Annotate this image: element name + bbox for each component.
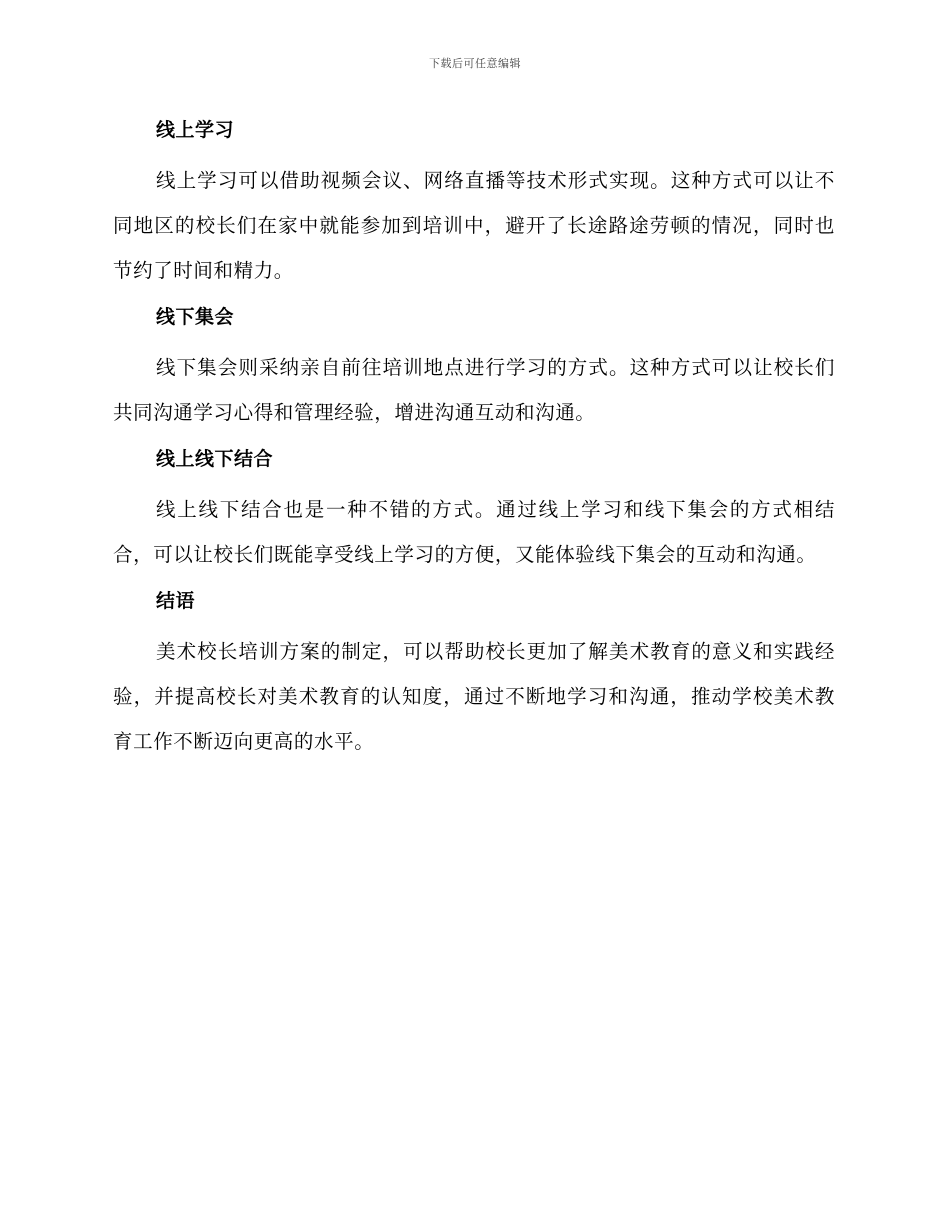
section-paragraph: 美术校长培训方案的制定，可以帮助校长更加了解美术教育的意义和实践经验，并提高校长对美术教育的认知度，通过不断地学习和沟通，推动学校美术教育工作不断迈向更高的水平。 xyxy=(113,640,835,753)
section-blended xyxy=(113,445,835,577)
section-paragraph: 线上学习可以借助视频会议、网络直播等技术形式实现。这种方式可以让不同地区的校长们在家中就能参加到培训中，避开了长途路途劳顿的情况，同时也节约了时间和精力。 xyxy=(113,169,835,282)
document-content xyxy=(113,110,835,774)
section-heading: 线上线下结合 xyxy=(156,448,274,470)
section-heading: 线上学习 xyxy=(156,119,235,141)
section-offline-meeting xyxy=(113,303,835,435)
section-heading: 线下集会 xyxy=(156,306,235,328)
section-conclusion xyxy=(113,587,835,764)
section-heading: 结语 xyxy=(156,590,196,612)
section-paragraph: 线下集会则采纳亲自前往培训地点进行学习的方式。这种方式可以让校长们共同沟通学习心得和管理经验，增进沟通互动和沟通。 xyxy=(113,356,835,424)
section-online-learning xyxy=(113,116,835,293)
header-note: 下载后可任意编辑 xyxy=(429,57,521,70)
section-paragraph: 线上线下结合也是一种不错的方式。通过线上学习和线下集会的方式相结合，可以让校长们既能享受线上学习的方便，又能体验线下集会的互动和沟通。 xyxy=(113,498,835,566)
